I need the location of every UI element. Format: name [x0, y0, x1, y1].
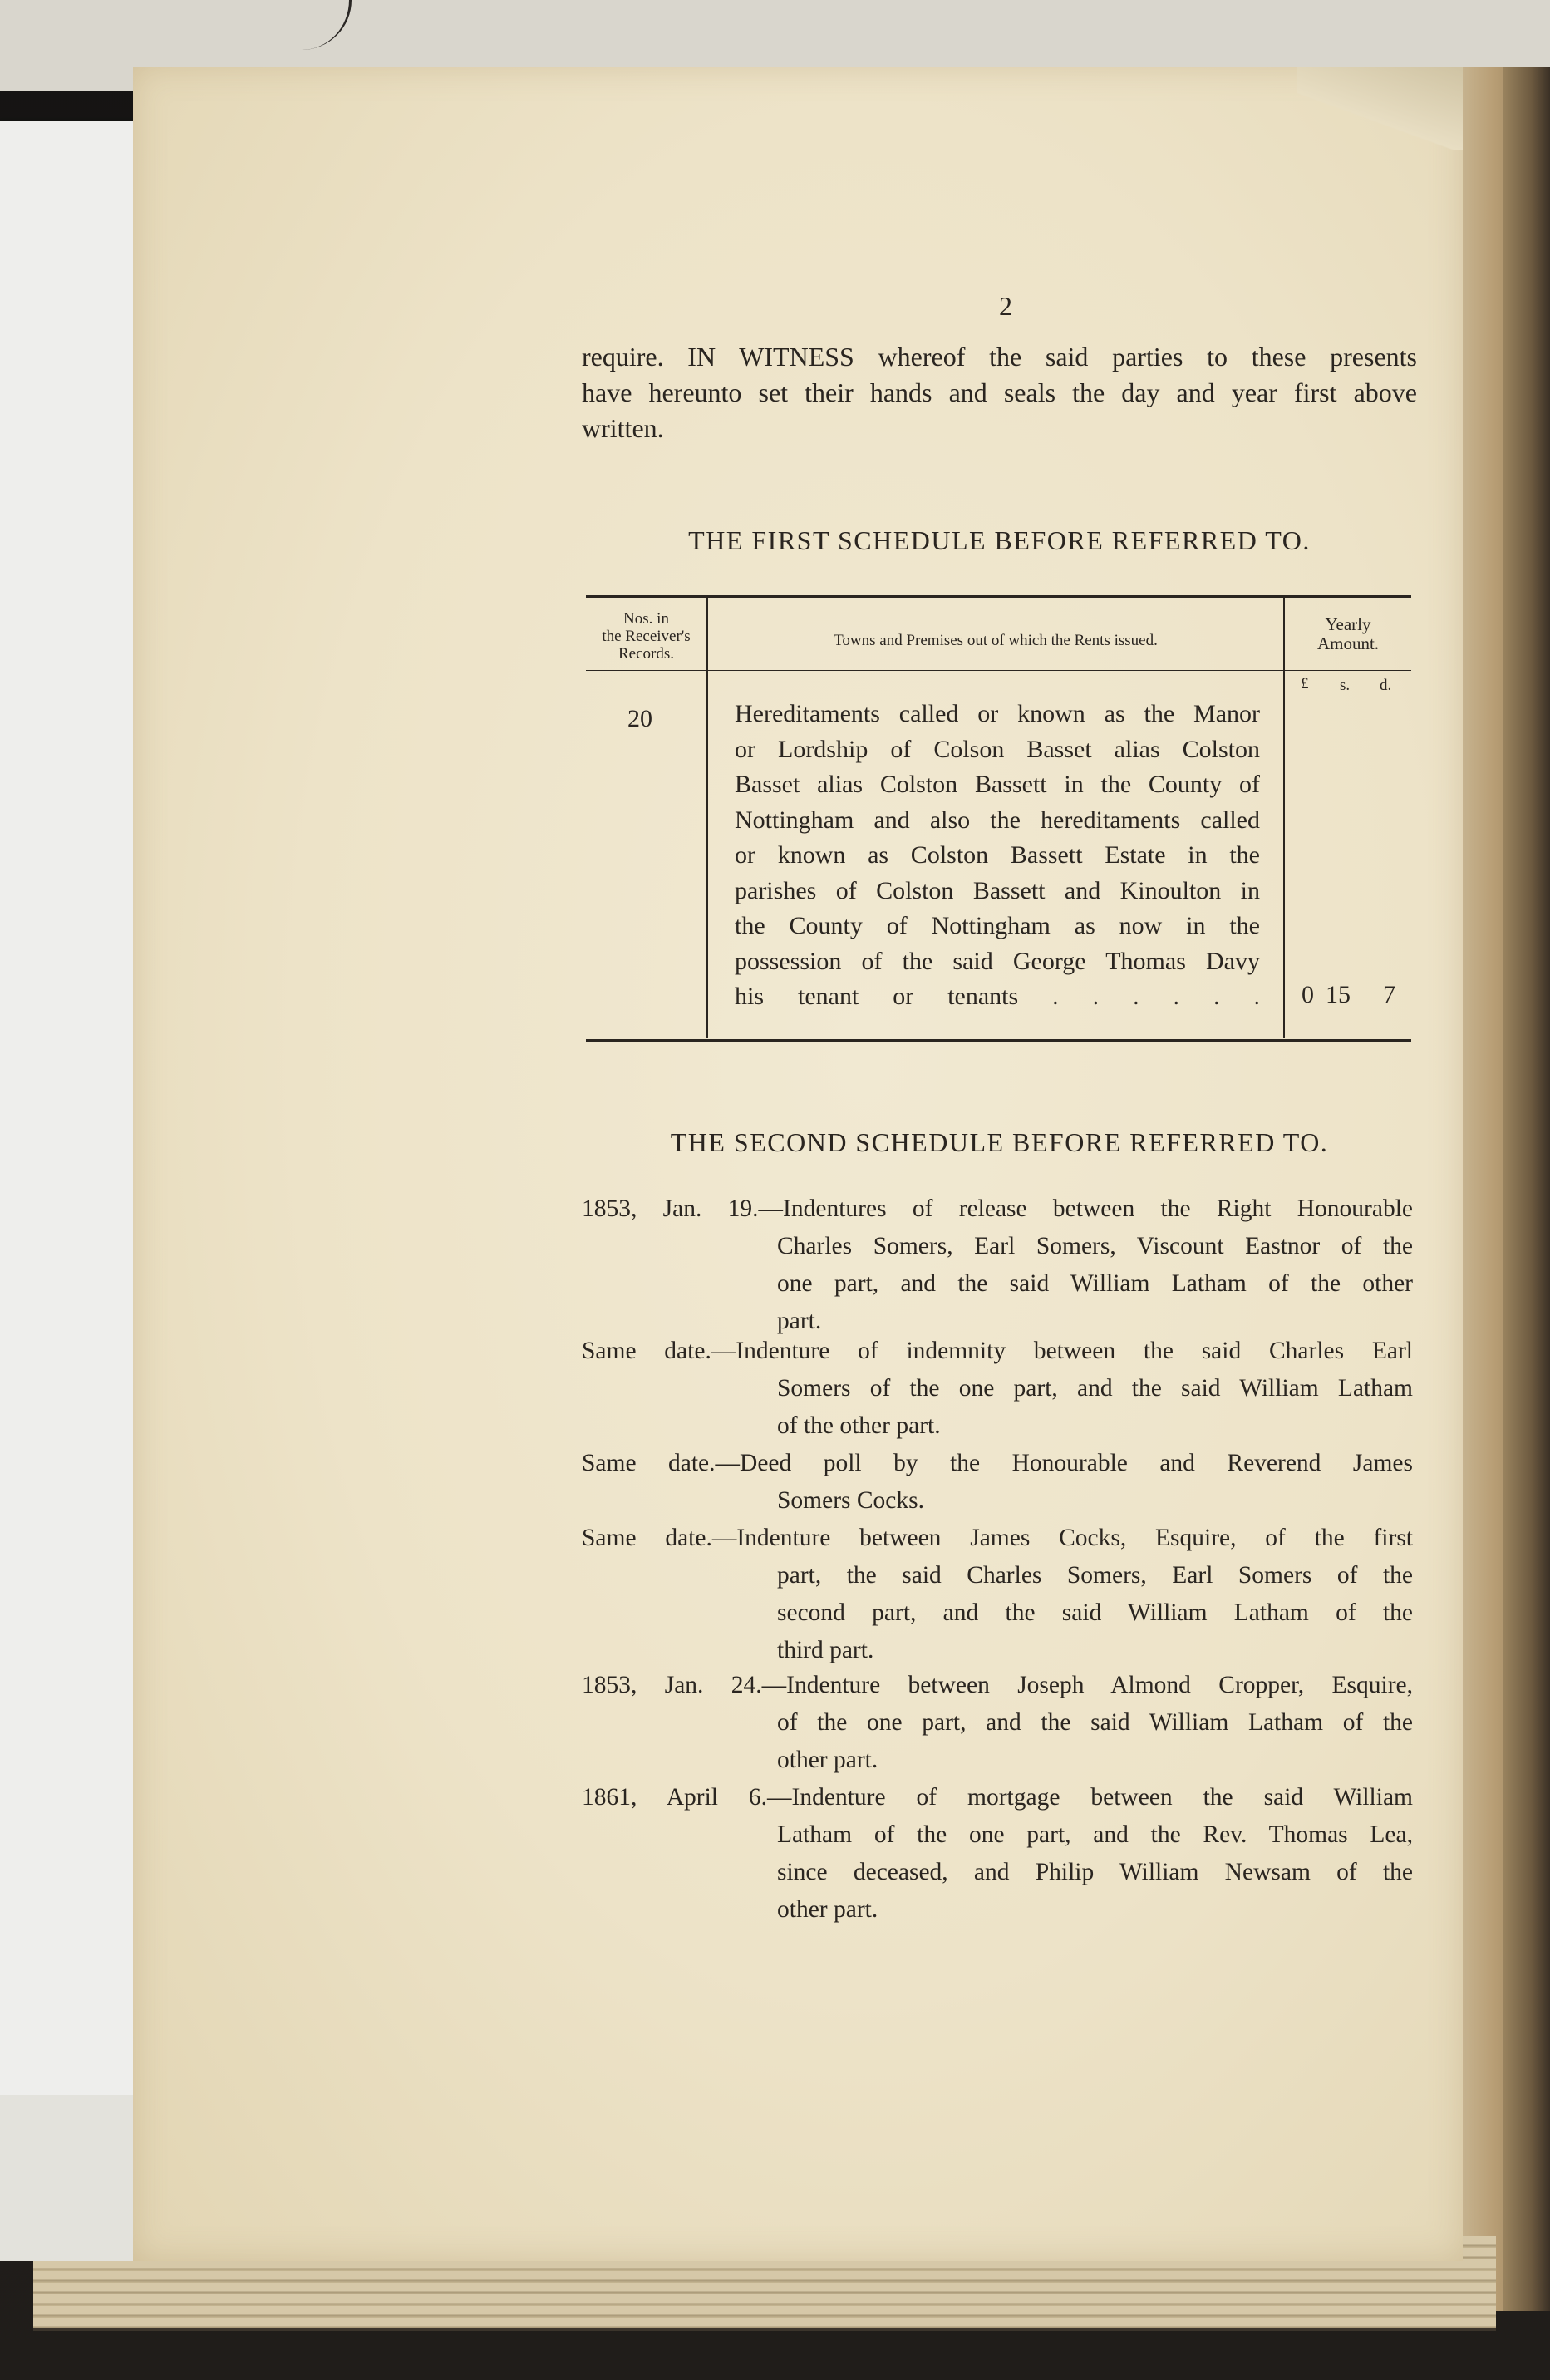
pence-label: d. [1380, 677, 1392, 694]
header-yearly-line: Yearly [1325, 614, 1371, 634]
entry-line: third part. [777, 1637, 874, 1663]
witness-clause [582, 339, 1417, 446]
entry-line: Somers Cocks. [777, 1487, 924, 1514]
table-column-divider [706, 598, 708, 1038]
table-bottom-rule [586, 1039, 1411, 1042]
schedule-entry [582, 1520, 1413, 1669]
entry-first-line: 1853, Jan. 19.—Indentures of release between the Right Honourable [582, 1195, 1413, 1222]
description-line: or known as Colston Bassett Estate in the [735, 841, 1260, 869]
entry-line: Somers of the one part, and the said William Latham [777, 1375, 1413, 1402]
entry-line: part. [777, 1308, 822, 1334]
description-line: Hereditaments called or known as the Manor [735, 700, 1260, 727]
book-binding-right [1503, 67, 1550, 2311]
entry-line: of the other part. [777, 1412, 941, 1439]
entry-line: other part. [777, 1747, 878, 1773]
entry-first-line: Same date.—Indenture between James Cocks, Esquire, of the first [582, 1525, 1413, 1551]
entry-line: since deceased, and Philip William Newsam of the [777, 1859, 1413, 1885]
description-line: parishes of Colston Bassett and Kinoulton in [735, 876, 1260, 904]
header-nos-line: Records. [618, 645, 674, 663]
shillings-label: s. [1340, 677, 1351, 694]
schedule-entry [582, 1190, 1413, 1340]
header-nos-line: Nos. in [623, 610, 669, 628]
previous-page-curl [0, 0, 352, 50]
description-line: Basset alias Colston Bassett in the County of [735, 771, 1260, 798]
header-yearly [1285, 615, 1411, 653]
witness-line: require. IN WITNESS whereof the said parties to these presents [582, 342, 1417, 372]
entry-line: of the one part, and the said William Latham of the [777, 1709, 1413, 1736]
schedule-entry [582, 1333, 1413, 1445]
amount-pence: 7 [1383, 981, 1395, 1008]
amount-shillings: 15 [1326, 981, 1351, 1008]
header-towns: Towns and Premises out of which the Rents issued. [834, 632, 1158, 649]
description-line: Nottingham and also the hereditaments called [735, 806, 1260, 834]
entry-line: second part, and the said William Latham of the [777, 1599, 1413, 1626]
description-line: possession of the said George Thomas Davy [735, 947, 1260, 975]
entry-line: Charles Somers, Earl Somers, Viscount Eastnor of the [777, 1233, 1413, 1259]
entry-line: part, the said Charles Somers, Earl Somers of the [777, 1562, 1413, 1589]
description-line: his tenant or tenants . . . . . . [735, 983, 1260, 1010]
premises-description [735, 697, 1260, 1015]
header-yearly-line: Amount. [1316, 633, 1380, 653]
table-top-rule [586, 595, 1411, 598]
description-line: or Lordship of Colson Basset alias Colston [735, 735, 1260, 763]
entry-line: one part, and the said William Latham of the other [777, 1270, 1413, 1297]
entry-first-line: Same date.—Indenture of indemnity between the said Charles Earl [582, 1338, 1413, 1364]
page-corner-fold [1297, 67, 1463, 150]
header-nos [586, 610, 706, 663]
schedule-entry [582, 1779, 1413, 1929]
page-number: 2 [999, 291, 1012, 321]
witness-line: have hereunto set their hands and seals the day and year first above [582, 377, 1417, 407]
table-header-rule [586, 670, 1411, 671]
entry-line: other part. [777, 1896, 878, 1923]
entry-first-line: 1853, Jan. 24.—Indenture between Joseph Almond Cropper, Esquire, [582, 1672, 1413, 1698]
second-schedule-title: THE SECOND SCHEDULE BEFORE REFERRED TO. [670, 1127, 1329, 1157]
schedule-entry [582, 1667, 1413, 1779]
entry-first-line: 1861, April 6.—Indenture of mortgage between the said William [582, 1784, 1413, 1811]
pounds-label: £ [1301, 675, 1309, 692]
amount-pounds: 0 [1302, 981, 1314, 1008]
schedule-entry [582, 1445, 1413, 1520]
description-line: the County of Nottingham as now in the [735, 912, 1260, 939]
entry-line: Latham of the one part, and the Rev. Thomas Lea, [777, 1821, 1413, 1848]
header-nos-line: the Receiver's [602, 628, 691, 645]
record-number: 20 [627, 705, 652, 732]
witness-line: written. [582, 413, 664, 443]
first-schedule-title: THE FIRST SCHEDULE BEFORE REFERRED TO. [688, 525, 1311, 555]
entry-first-line: Same date.—Deed poll by the Honourable and Reverend James [582, 1450, 1413, 1476]
table-column-divider [1283, 598, 1285, 1038]
